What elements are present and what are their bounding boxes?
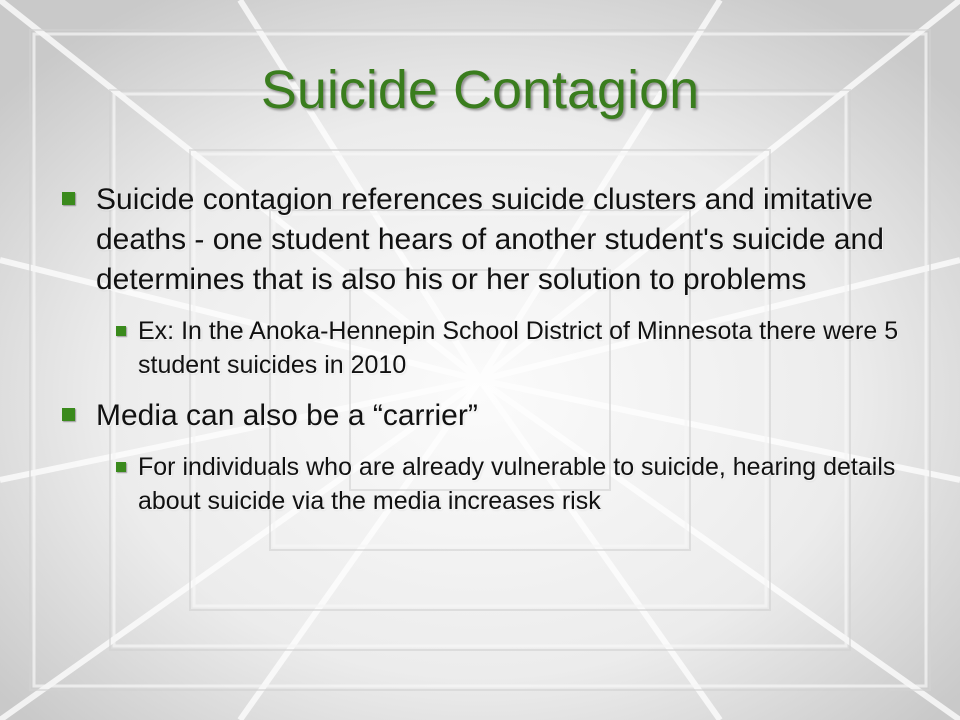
sub-bullet-item xyxy=(116,314,908,382)
green-square-bullet-icon xyxy=(62,192,75,205)
sub-bullet-text: Ex: In the Anoka-Hennepin School District of Minnesota there were 5 student suicides in 2010 xyxy=(138,317,899,379)
bullet-item xyxy=(58,396,908,436)
bullet-text: Suicide contagion references suicide clusters and imitative deaths - one student hears of another student's suicide and determines that is also his or her solution to problems xyxy=(96,183,884,296)
sub-bullet-item xyxy=(116,450,908,518)
slide-title: Suicide Contagion xyxy=(260,60,700,120)
bullet-text: Media can also be a “carrier” xyxy=(96,399,478,432)
green-square-bullet-icon xyxy=(116,462,126,472)
bullet-item xyxy=(58,180,908,300)
bullet-list xyxy=(58,180,908,532)
green-square-bullet-icon xyxy=(62,408,75,421)
green-square-bullet-icon xyxy=(116,326,126,336)
sub-bullet-text: For individuals who are already vulnerable to suicide, hearing details about suicide via the media increases risk xyxy=(138,453,896,515)
